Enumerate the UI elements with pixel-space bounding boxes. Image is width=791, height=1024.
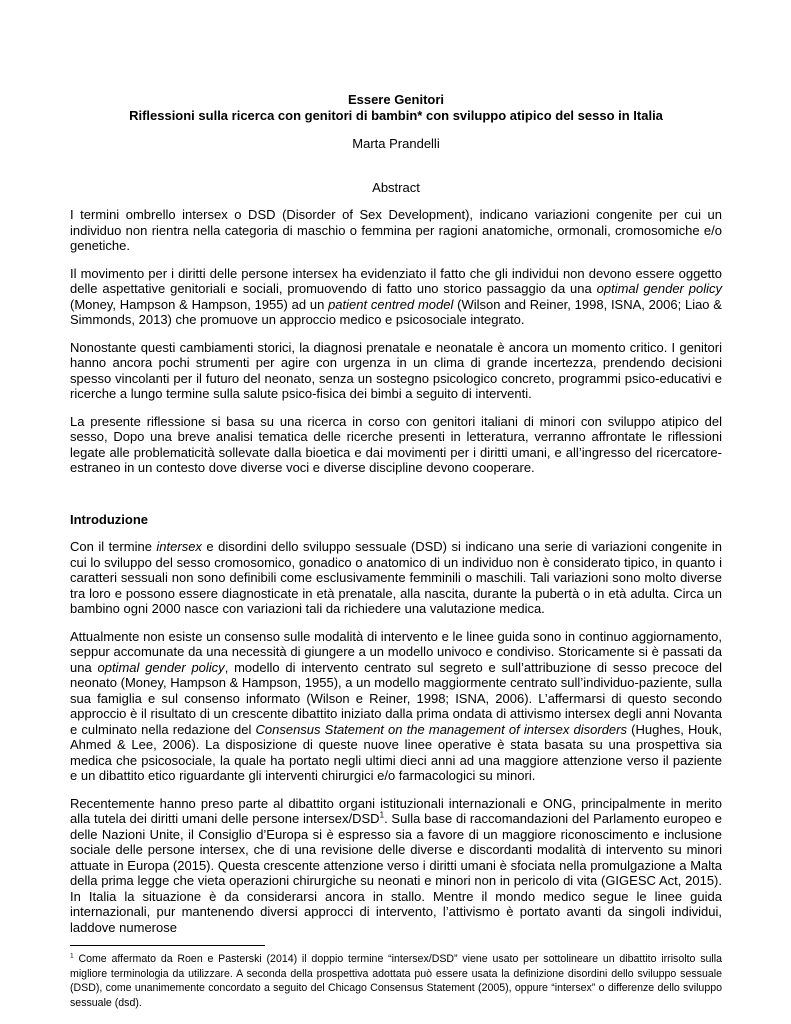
author-name: Marta Prandelli [352, 136, 440, 151]
introduction-paragraph-1: Con il termine intersex e disordini dello sviluppo sessuale (DSD) si indicano una serie di variazioni congenite in cui lo sviluppo del sesso cromosomico, gonadico o anatomico di un individuo non è considerato tipico, in quanto i caratteri sessuali non sono definibili come esclusivamente femminili o maschili. Tali variazioni sono molto diverse tra loro e possono essere diagnosticate in età prenatale, alla nascita, durante la pubertà o in età adulta. Circa un bambino ogni 2000 nasce con variazioni tali da richiedere una valutazione medica. [70, 539, 723, 616]
abstract-heading: Abstract [372, 179, 420, 195]
introduction-paragraph-3: Recentemente hanno preso parte al dibattito organi istituzionali internazionali e ONG, principalmente in merito alla tutela dei diritti umani delle persone intersex/DSD$^1$. Sulla base di raccomandazioni del Parlamento europeo e delle Nazioni Unite, il Consiglio d’Europa si è espresso sia a favore di un maggiore riconoscimento e inclusione sociale delle persone intersex, che di una revisione delle diverse e discordanti modalità di intervento su minori attuate in Europa (2015). Questa crescente attenzione verso i diritti umani è sfociata nella promulgazione a Malta della prima legge che vieta operazioni chirurgiche su neonati e minori non in pericolo di vita (GIGESC Act, 2015). In Italia la situazione è da considerarsi ancora in stallo. Mentre il mondo medico segue le linee guida internazionali, pur mantenendo diversi approcci di intervento, l’attivismo è portato avanti da singoli individui, laddove numerose [70, 795, 722, 935]
title-line-1: Essere Genitori [347, 92, 445, 107]
document-title [70, 92, 722, 123]
footnote-area [70, 935, 722, 1010]
footnote-separator [70, 945, 265, 946]
footnote-text: $^1$ Come affermato da Roen e Pasterski (2014) il doppio termine “intersex/DSD” viene usato per sottolineare un dibattito irrisolto sulla migliore terminologia da utilizzare. A seconda della prospettiva adottata può essere usata la definizione disordini dello sviluppo sessuale (DSD), come unanimemente concordato a seguito del Chicago Consensus Statement (2005), oppure “intersex” o differenze dello sviluppo sessuale (dsd). [70, 952, 722, 1009]
introduction-paragraph-2: Attualmente non esiste un consenso sulle modalità di intervento e le linee guida sono in continuo aggiornamento, seppur accomunate da una necessità di giungere a un modello univoco e condiviso. Storicamente si è passati da una optimal gender policy, modello di intervento centrato sul segreto e sull’attribuzione di sesso precoce del neonato (Money, Hampson & Hampson, 1955), a un modello maggiormente centrato sull’individuo-paziente, sulla sua famiglia e sul consenso informato (Wilson e Reiner, 1998; ISNA, 2006). L’affermarsi di questo secondo approccio è il risultato di un crescente dibattito iniziato dalla prima ondata di attivismo intersex degli anni Novanta e culminato nella redazione del Consensus Statement on the management of intersex disorders (Hughes, Houk, Ahmed & Lee, 2006). La disposizione di queste nuove linee operative è stata basata su una prospettiva sia medica che psicosociale, la quale ha portato negli ultimi dieci anni ad una maggiore attenzione verso il paziente e un dibattito etico riguardante gli interventi chirurgici e/o farmacologici su minori. [70, 628, 722, 783]
abstract-paragraph-4: La presente riflessione si basa su una ricerca in corso con genitori italiani di minori con sviluppo atipico del sesso, Dopo una breve analisi tematica delle ricerche presenti in letteratura, verranno affrontate le riflessioni legate alle problematicità sollevate dalla bioetica e dai movimenti per i diritti umani, e all’ingresso del ricercatore-estraneo in un contesto dove diverse voci e diverse discipline devono cooperare. [70, 413, 722, 475]
abstract-paragraph-2: Il movimento per i diritti delle persone intersex ha evidenziato il fatto che gli individui non devono essere oggetto delle aspettative genitoriali e sociali, promuovendo di fatto uno storico passaggio da una optimal gender policy (Money, Hampson & Hampson, 1955) ad un patient centred model (Wilson and Reiner, 1998, ISNA, 2006; Liao & Simmonds, 2013) che promuove un approccio medico e psicosociale integrato. [70, 265, 722, 327]
abstract-section [70, 195, 722, 476]
title-line-2: Riflessioni sulla ricerca con genitori di bambin* con sviluppo atipico del sesso in Italia [129, 107, 663, 123]
introduction-heading: Introduzione [70, 511, 148, 527]
abstract-paragraph-3: Nonostante questi cambiamenti storici, la diagnosi prenatale e neonatale è ancora un momento critico. I genitori hanno ancora pochi strumenti per agire con urgenza in un clima di grande incertezza, prendendo decisioni spesso vincolanti per il futuro del neonato, senza un sostegno psicologico concreto, programmi psico-educativi e ricerche a lungo termine sulla salute psico-fisica dei bimbi a seguito di interventi. [70, 339, 722, 401]
abstract-paragraph-1: I termini ombrello intersex o DSD (Disorder of Sex Development), indicano variazioni congenite per cui un individuo non rientra nella categoria di maschio o femmina per ragioni anatomiche, ormonali, cromosomiche e/o genetiche. [70, 207, 722, 253]
introduction-section [70, 527, 722, 935]
